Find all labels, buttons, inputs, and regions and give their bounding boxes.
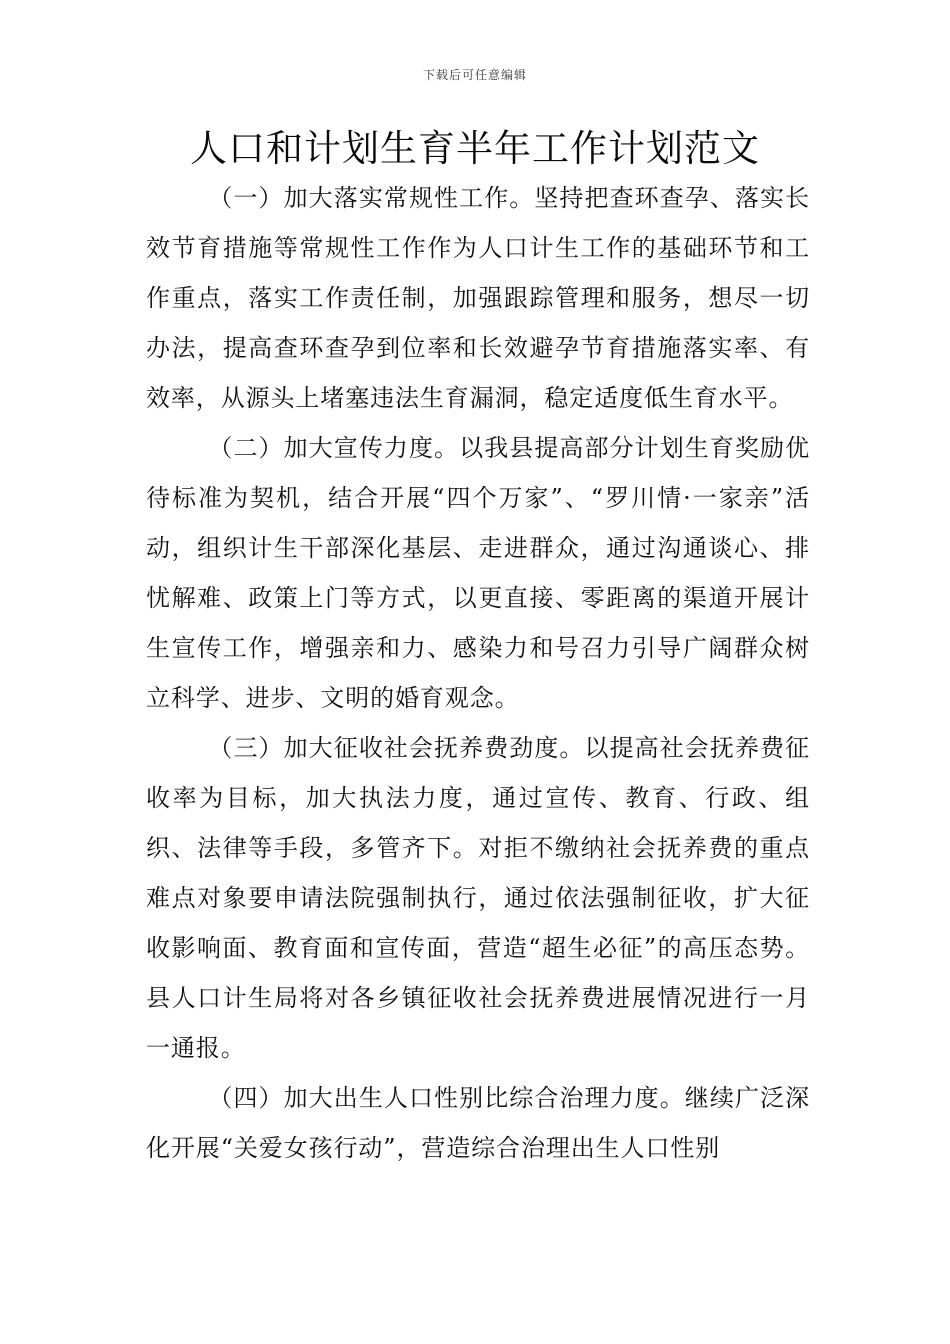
- paragraph-4: （四）加大出生人口性别比综合治理力度。继续广泛深化开展“关爱女孩行动”，营造综合治理出生人口性别: [146, 1084, 810, 1162]
- paragraph-2: （二）加大宣传力度。以我县提高部分计划生育奖励优待标准为契机，结合开展“四个万家”、“罗川情·一家亲”活动，组织计生干部深化基层、走进群众，通过沟通谈心、排忧解难、政策上门等方式，以更直接、零距离的渠道开展计生宣传工作，增强亲和力、感染力和号召力引导广阔群众树立科学、进步、文明的婚育观念。: [146, 434, 810, 712]
- paragraph-1: （一）加大落实常规性工作。坚持把查环查孕、落实长效节育措施等常规性工作作为人口计生工作的基础环节和工作重点，落实工作责任制，加强跟踪管理和服务，想尽一切办法，提高查环查孕到位率和长效避孕节育措施落实率、有效率，从源头上堵塞违法生育漏洞，稳定适度低生育水平。: [146, 184, 810, 412]
- document-body: [146, 173, 810, 1173]
- paragraph-3: （三）加大征收社会抚养费劲度。以提高社会抚养费征收率为目标，加大执法力度，通过宣传、教育、行政、组织、法律等手段，多管齐下。对拒不缴纳社会抚养费的重点难点对象要申请法院强制执行，通过依法强制征收，扩大征收影响面、教育面和宣传面，营造“超生必征”的高压态势。县人口计生局将对各乡镇征收社会抚养费进展情况进行一月一通报。: [146, 734, 810, 1062]
- document-title: 人口和计划生育半年工作计划范文: [190, 127, 760, 170]
- header-note: 下载后可任意编辑: [422, 68, 527, 82]
